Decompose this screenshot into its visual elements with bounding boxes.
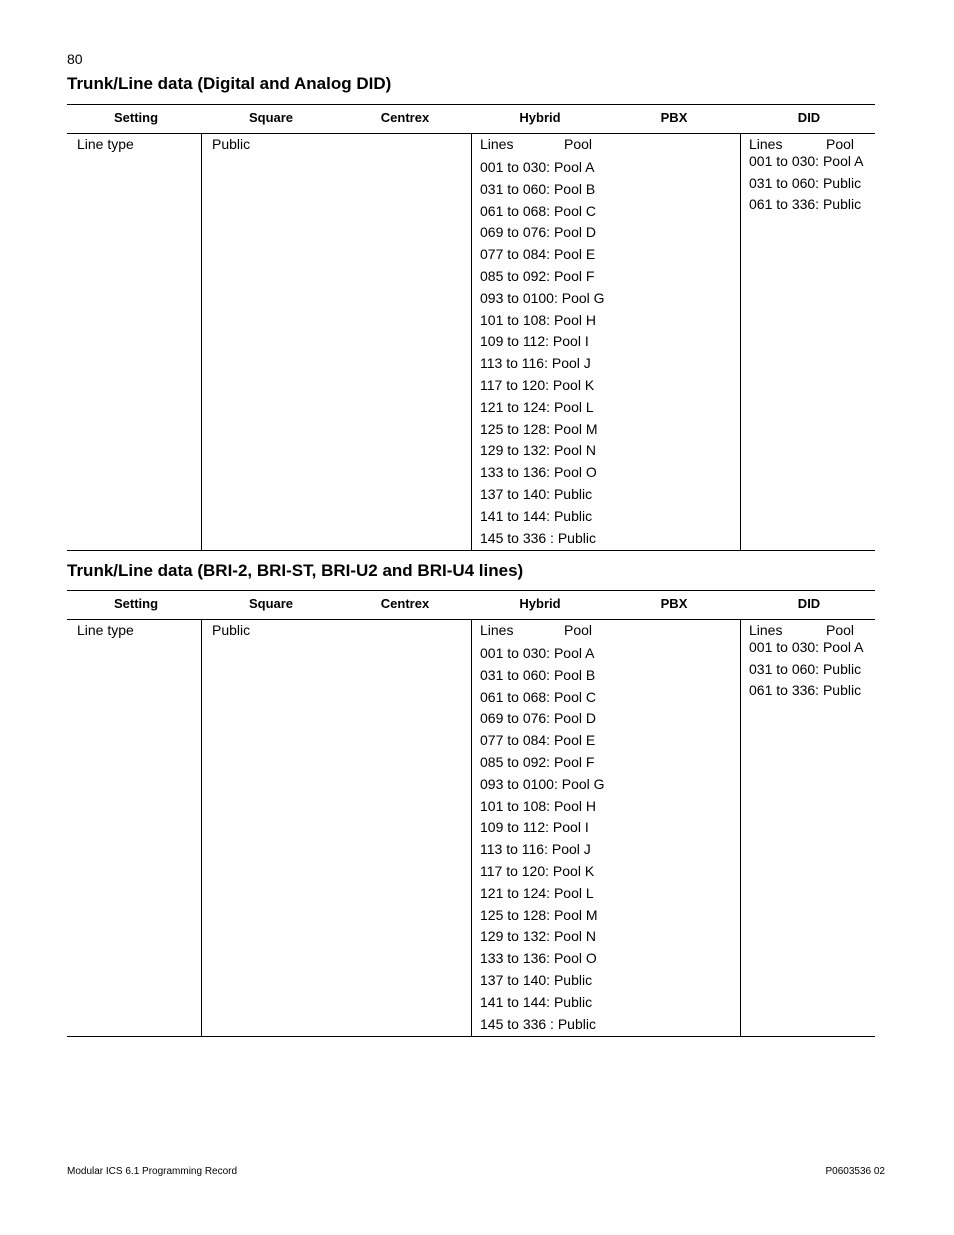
hybrid-row: 001 to 030: Pool A <box>480 645 595 661</box>
hybrid-row: 121 to 124: Pool L <box>480 398 594 415</box>
hybrid-row: 141 to 144: Public <box>480 507 593 524</box>
hybrid-row: 093 to 0100: Pool G <box>480 775 605 792</box>
setting-cell: Line type <box>77 622 134 638</box>
lines-label: Lines <box>480 622 514 638</box>
lines-label: Lines <box>749 136 783 152</box>
hybrid-row: 101 to 108: Pool H <box>480 797 596 814</box>
hybrid-row: 061 to 068: Pool C <box>480 202 596 219</box>
hybrid-row: 129 to 132: Pool N <box>480 928 596 945</box>
hybrid-row: 125 to 128: Pool M <box>480 420 598 437</box>
hybrid-row: 031 to 060: Pool B <box>480 180 596 197</box>
hybrid-row: 077 to 084: Pool E <box>480 732 596 749</box>
footer-document-title: Modular ICS 6.1 Programming Record <box>67 1166 238 1177</box>
trunk-line-table <box>67 104 875 551</box>
hybrid-row: 085 to 092: Pool F <box>480 753 595 770</box>
hybrid-row: 145 to 336 : Public <box>480 529 596 546</box>
column-divider <box>471 134 472 550</box>
hybrid-row: 117 to 120: Pool K <box>480 376 595 393</box>
header-setting: Setting <box>113 110 159 125</box>
square-cell: Public <box>212 622 251 638</box>
hybrid-row: 069 to 076: Pool D <box>480 710 596 727</box>
hybrid-row: 129 to 132: Pool N <box>480 442 596 459</box>
column-divider <box>740 134 741 550</box>
column-divider <box>471 620 472 1036</box>
header-did: DID <box>797 110 821 125</box>
header-hybrid: Hybrid <box>519 110 561 125</box>
pool-label: Pool <box>826 622 855 638</box>
hybrid-row: 141 to 144: Public <box>480 993 593 1010</box>
pool-label: Pool <box>564 136 593 152</box>
header-square: Square <box>248 596 294 611</box>
hybrid-row: 137 to 140: Public <box>480 971 593 988</box>
hybrid-row: 133 to 136: Pool O <box>480 950 597 967</box>
column-divider <box>740 620 741 1036</box>
hybrid-row: 109 to 112: Pool I <box>480 333 589 350</box>
hybrid-row: 137 to 140: Public <box>480 485 593 502</box>
hybrid-row: 001 to 030: Pool A <box>480 159 595 175</box>
header-centrex: Centrex <box>380 596 430 611</box>
hybrid-lines-pool-header <box>480 622 730 643</box>
table-body <box>67 134 875 551</box>
hybrid-row: 133 to 136: Pool O <box>480 464 597 481</box>
header-pbx: PBX <box>660 110 688 125</box>
pool-label: Pool <box>564 622 593 638</box>
footer-document-number: P0603536 02 <box>825 1166 885 1177</box>
table-header-row <box>67 590 875 620</box>
section-title: Trunk/Line data (Digital and Analog DID) <box>67 74 392 93</box>
did-row: 031 to 060: Public <box>749 174 862 191</box>
header-setting: Setting <box>113 596 159 611</box>
hybrid-row: 077 to 084: Pool E <box>480 246 596 263</box>
header-square: Square <box>248 110 294 125</box>
section-title: Trunk/Line data (BRI-2, BRI-ST, BRI-U2 and BRI-U4 lines) <box>67 561 524 580</box>
did-cell <box>749 136 874 216</box>
hybrid-row: 061 to 068: Pool C <box>480 688 596 705</box>
did-lines-pool-header <box>749 136 874 151</box>
hybrid-row: 101 to 108: Pool H <box>480 311 596 328</box>
lines-label: Lines <box>749 622 783 638</box>
hybrid-lines-pool-header <box>480 136 730 157</box>
trunk-line-table <box>67 590 875 1037</box>
column-divider <box>201 620 202 1036</box>
hybrid-cell <box>480 136 730 549</box>
hybrid-row: 113 to 116: Pool J <box>480 841 591 858</box>
did-row: 061 to 336: Public <box>749 196 862 213</box>
setting-cell: Line type <box>77 136 134 152</box>
did-row: 001 to 030: Pool A <box>749 639 864 655</box>
table-header-row <box>67 104 875 134</box>
header-pbx: PBX <box>660 596 688 611</box>
header-did: DID <box>797 596 821 611</box>
hybrid-row: 125 to 128: Pool M <box>480 906 598 923</box>
lines-label: Lines <box>480 136 514 152</box>
hybrid-row: 093 to 0100: Pool G <box>480 289 605 306</box>
table-body <box>67 620 875 1037</box>
column-divider <box>201 134 202 550</box>
hybrid-row: 031 to 060: Pool B <box>480 666 596 683</box>
did-row: 061 to 336: Public <box>749 682 862 699</box>
hybrid-row: 109 to 112: Pool I <box>480 819 589 836</box>
did-row: 001 to 030: Pool A <box>749 153 864 169</box>
hybrid-row: 069 to 076: Pool D <box>480 224 596 241</box>
hybrid-cell <box>480 622 730 1035</box>
did-cell <box>749 622 874 702</box>
hybrid-row: 117 to 120: Pool K <box>480 862 595 879</box>
hybrid-row: 085 to 092: Pool F <box>480 267 595 284</box>
hybrid-row: 121 to 124: Pool L <box>480 884 594 901</box>
hybrid-row: 113 to 116: Pool J <box>480 355 591 372</box>
square-cell: Public <box>212 136 251 152</box>
hybrid-row: 145 to 336 : Public <box>480 1015 596 1032</box>
did-row: 031 to 060: Public <box>749 660 862 677</box>
did-lines-pool-header <box>749 622 874 637</box>
pool-label: Pool <box>826 136 855 152</box>
header-centrex: Centrex <box>380 110 430 125</box>
header-hybrid: Hybrid <box>519 596 561 611</box>
page-number: 80 <box>67 51 83 67</box>
